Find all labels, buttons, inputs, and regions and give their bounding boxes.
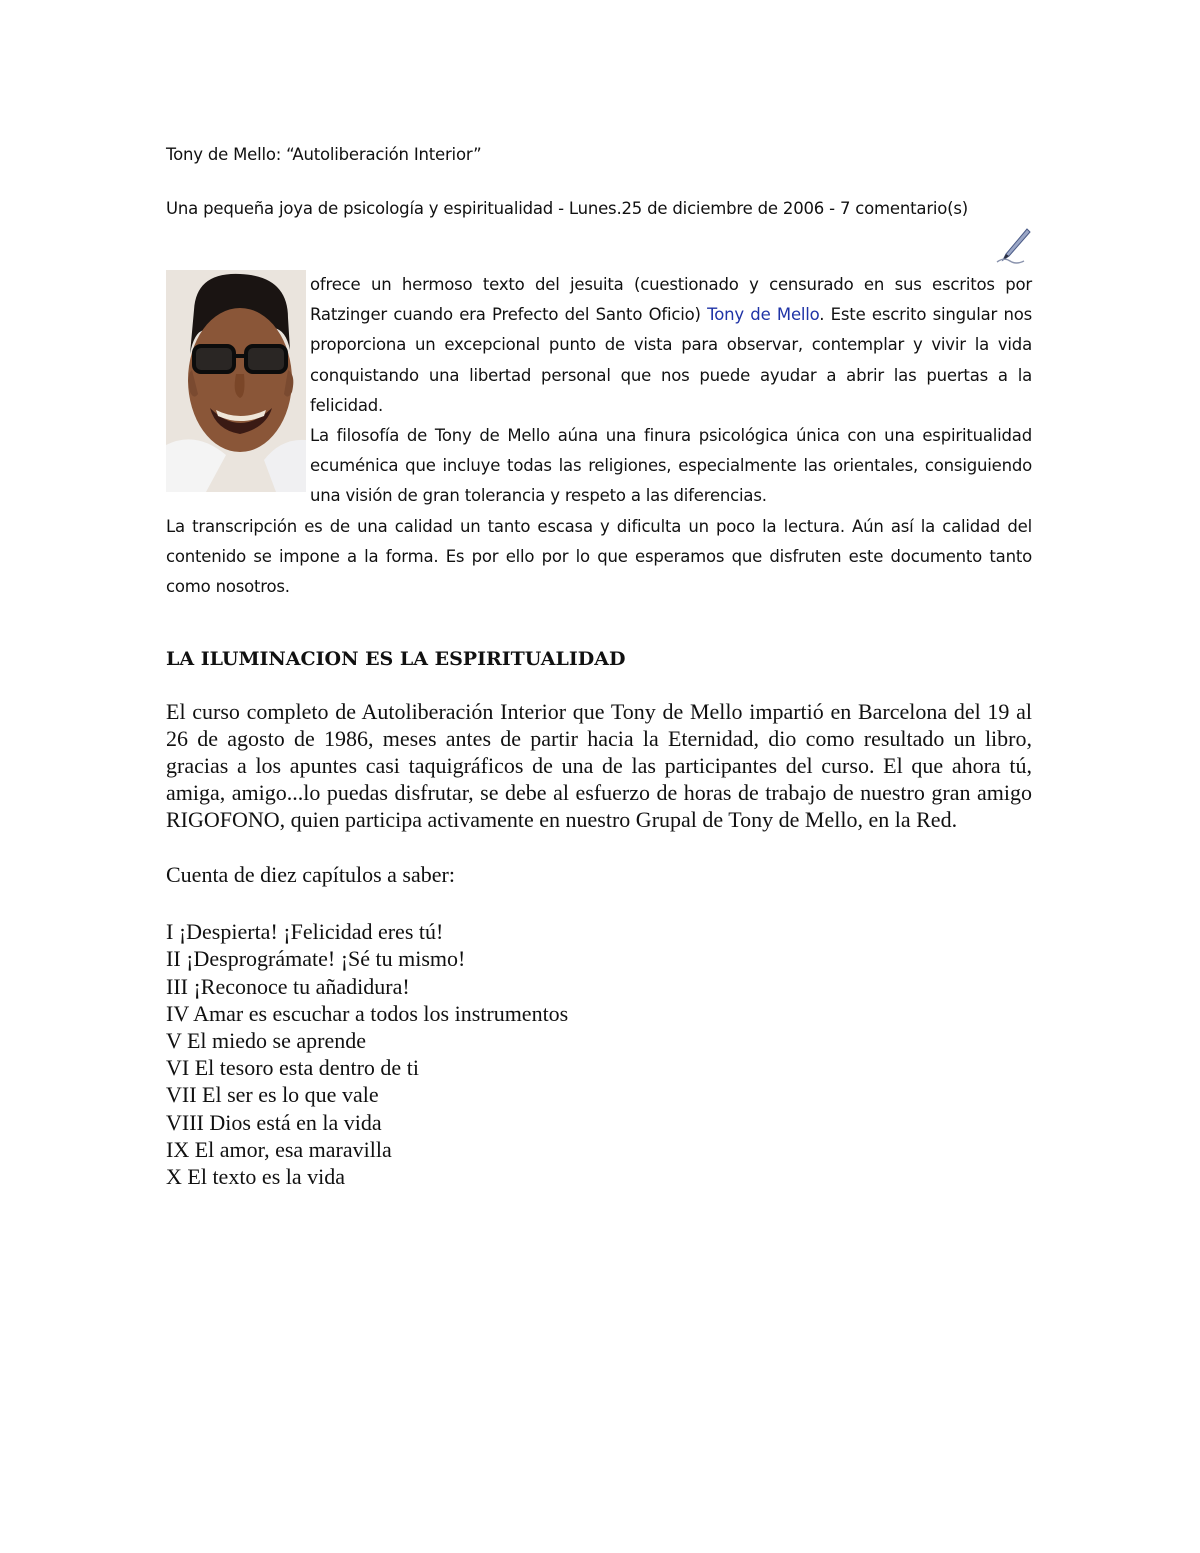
document-page (166, 130, 1032, 1190)
chapter-item: VIII Dios está en la vida (166, 1109, 382, 1135)
chapter-item: V El miedo se aprende (166, 1028, 366, 1054)
chapter-item: I ¡Despierta! ¡Felicidad eres tú! (166, 919, 444, 945)
body-paragraph: El curso completo de Autoliberación Interior que Tony de Mello impartió en Barcelona del 19 al 26 de agosto de 1986, meses antes de partir hacia la Eternidad, dio como resultado un libro, gracias a los apuntes casi taquigráficos de una de las participantes del curso. El que ahora tú, amiga, amigo...lo puedas disfrutar, se debe al esfuerzo de horas de trabajo de nuestro gran amigo RIGOFONO, quien participa activamente en nuestro Grupal de Tony de Mello, en la Red. (166, 699, 1032, 833)
intro-text-a: ofrece un hermoso texto del jesuita (cuestionado y censurado en sus escritos por Ratzinger cuando era Prefecto del Santo Oficio) (310, 275, 1032, 325)
section-heading: LA ILUMINACION ES LA ESPIRITUALIDAD (166, 648, 626, 671)
chapter-item: III ¡Reconoce tu añadidura! (166, 973, 410, 999)
chapters-lead: Cuenta de diez capítulos a saber: (166, 862, 455, 888)
intro-paragraph-3: La transcripción es de una calidad un tanto escasa y dificulta un poco la lectura. Aún así la calidad del contenido se impone a la forma. Es por ello por lo que esperamos que disfruten este documento tanto como nosotros. (166, 516, 1032, 597)
chapter-item: II ¡Desprográmate! ¡Sé tu mismo! (166, 946, 466, 972)
portrait-illustration (166, 270, 306, 492)
tony-de-mello-link[interactable]: Tony de Mello (707, 305, 820, 325)
chapter-item: VI El tesoro esta dentro de ti (166, 1055, 419, 1081)
intro-paragraph-2: La filosofía de Tony de Mello aúna una finura psicológica única con una espiritualidad ecuménica que incluye todas las religiones, especialmente las orientales, consiguiendo una visión de gran tolerancia y respeto a las diferencias. (310, 426, 1032, 506)
chapter-list (166, 918, 1032, 1190)
pen-icon (994, 226, 1032, 266)
chapter-item: VII El ser es lo que vale (166, 1082, 379, 1108)
pen-row (166, 220, 1032, 270)
author-photo (166, 270, 306, 492)
document-title: Tony de Mello: “Autoliberación Interior” (166, 145, 482, 164)
intro-text-b: . Este escrito singular nos proporciona un excepcional punto de vista para observar, contemplar y vivir la vida conquistando una libertad personal que nos puede ayudar a abrir las puertas a la felicidad. (310, 305, 1032, 415)
chapter-item: X El texto es la vida (166, 1164, 346, 1190)
intro-section (166, 270, 1032, 602)
chapter-item: IX El amor, esa maravilla (166, 1136, 392, 1162)
document-subtitle: Una pequeña joya de psicología y espiritualidad - Lunes.25 de diciembre de 2006 - 7 comentario(s) (166, 199, 969, 218)
chapter-item: IV Amar es escuchar a todos los instrumentos (166, 1000, 569, 1026)
